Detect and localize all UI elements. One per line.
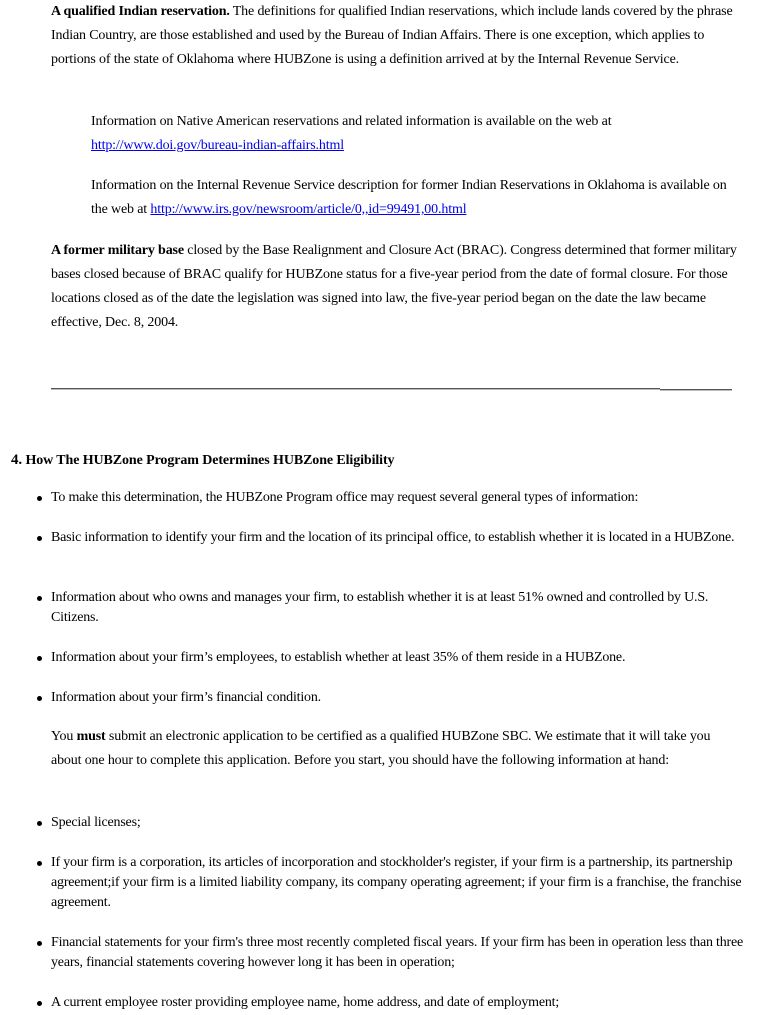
- bullet-icon: [37, 696, 42, 701]
- section-4-heading: [11, 450, 394, 471]
- list-item-text: Information about who owns and manages your firm, to establish whether it is at least 51% owned and controlled by U.S. Citizens.: [51, 590, 709, 625]
- list-item: [51, 588, 751, 628]
- bullet-icon: [37, 596, 42, 601]
- bullet-icon: [37, 861, 42, 866]
- military-base-paragraph: [51, 239, 741, 335]
- horizontal-rule: [51, 388, 660, 390]
- military-base-text: closed by the Base Realignment and Closure Act (BRAC). Congress determined that former military bases closed because of BRAC qualify for HUBZone status for a five-year period from the date of formal closure. For those locations closed as of the date the legislation was signed into law, the five-year period began on the date the law became effective, Dec. 8, 2004.: [51, 243, 737, 330]
- irs-info-paragraph: [91, 174, 731, 222]
- bullet-icon: [37, 1001, 42, 1006]
- irs-link[interactable]: http://www.irs.gov/newsroom/article/0,,id=99491,00.html: [150, 202, 467, 217]
- list-item-text: Information about your firm’s financial condition.: [51, 690, 321, 705]
- list-item-text: Information about your firm’s employees, to establish whether at least 35% of them reside in a HUBZone.: [51, 650, 626, 665]
- section-title: How The HUBZone Program Determines HUBZone Eligibility: [22, 453, 395, 468]
- irs-info-text: Information on the Internal Revenue Service description for former Indian Reservations in Oklahoma is available on the web at: [91, 178, 727, 217]
- must-emphasis: must: [76, 729, 106, 744]
- list-item: [51, 993, 751, 1013]
- indian-reservation-text: The definitions for qualified Indian reservations, which include lands covered by the phrase Indian Country, are those established and used by the Bureau of Indian Affairs. There is one exception, which applies to portions of the state of Oklahoma where HUBZone is using a definition arrived at by the Internal Revenue Service.: [51, 4, 733, 67]
- section-number: 4.: [11, 452, 23, 468]
- doi-info-paragraph: [91, 110, 731, 158]
- bullet-icon: [37, 536, 42, 541]
- horizontal-rule-tail: [660, 389, 732, 391]
- list-item: [51, 488, 751, 508]
- indian-reservation-lead: A qualified Indian reservation.: [51, 4, 230, 19]
- must-after: submit an electronic application to be certified as a qualified HUBZone SBC. We estimate that it will take you about one hour to complete this application. Before you start, you should have the following information at hand:: [51, 729, 711, 768]
- must-before: You: [51, 729, 77, 744]
- bullet-icon: [37, 496, 42, 501]
- list-item-text: Financial statements for your firm's three most recently completed fiscal years. If your firm has been in operation less than three years, financial statements covering however long it has been in operation;: [51, 935, 744, 970]
- bullet-icon: [37, 821, 42, 826]
- list-item-text: If your firm is a corporation, its articles of incorporation and stockholder's register, if your firm is a partnership, its partnership agreement;if your firm is a limited liability company, its company operating agreement; if your firm is a franchise, the franchise agreement.: [51, 855, 742, 910]
- list-item-text: To make this determination, the HUBZone Program office may request several general types of information:: [51, 490, 639, 505]
- list-item: [51, 853, 751, 913]
- list-item: [51, 813, 751, 833]
- list-item-text: Basic information to identify your firm and the location of its principal office, to establish whether it is located in a HUBZone.: [51, 530, 735, 545]
- list-item: [51, 688, 751, 708]
- list-item-text: A current employee roster providing employee name, home address, and date of employment;: [51, 995, 560, 1010]
- bullet-icon: [37, 941, 42, 946]
- list-item: [51, 933, 751, 973]
- doi-link[interactable]: http://www.doi.gov/bureau-indian-affairs.html: [91, 138, 344, 153]
- list-item-text: Special licenses;: [51, 815, 141, 830]
- indian-reservation-paragraph: [51, 0, 741, 72]
- military-base-lead: A former military base: [51, 243, 184, 258]
- list-item: [51, 528, 751, 548]
- bullet-icon: [37, 656, 42, 661]
- doi-info-text: Information on Native American reservations and related information is available on the web at: [91, 114, 612, 129]
- application-instructions-paragraph: [51, 725, 741, 773]
- list-item: [51, 648, 751, 668]
